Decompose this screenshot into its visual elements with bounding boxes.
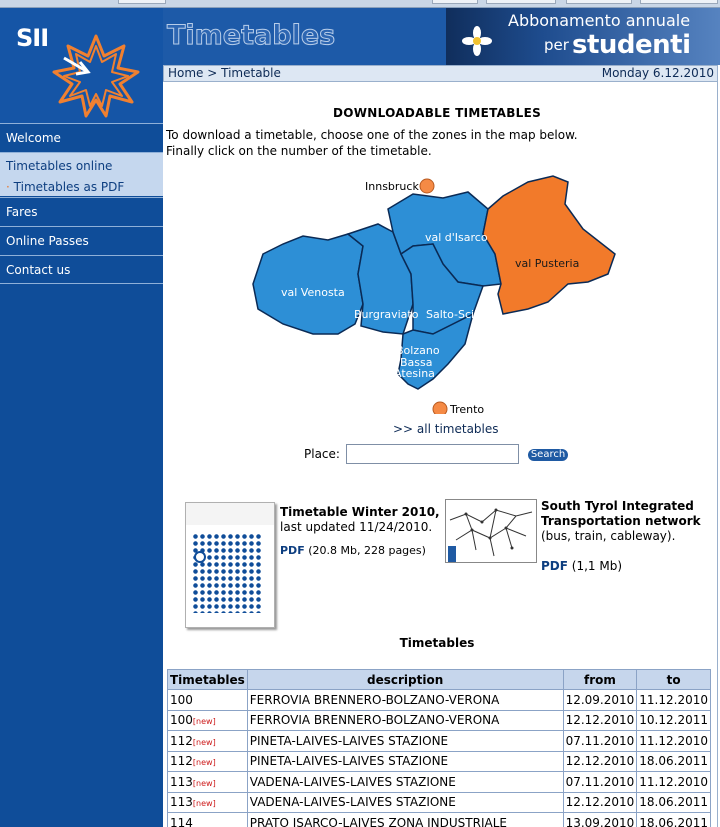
zone-val-venosta[interactable] bbox=[253, 234, 363, 334]
browser-top-strip bbox=[0, 0, 720, 8]
sidebar-item-label: Welcome bbox=[6, 131, 61, 145]
map-label-pusteria: val Pusteria bbox=[515, 257, 580, 270]
column-header: to bbox=[637, 670, 711, 690]
new-badge: [new] bbox=[192, 737, 216, 747]
logo[interactable] bbox=[0, 8, 163, 123]
timetable-number-cell[interactable] bbox=[168, 751, 248, 772]
promo-line-2: per bbox=[544, 36, 569, 54]
timetable-number-cell[interactable] bbox=[168, 792, 248, 813]
table-row[interactable] bbox=[168, 792, 711, 813]
downloads-title: DOWNLOADABLE TIMETABLES bbox=[332, 106, 542, 120]
cover-dot-pattern bbox=[192, 533, 262, 613]
to-date-cell: 18.06.2011 bbox=[637, 792, 711, 813]
zone-map bbox=[243, 174, 623, 414]
from-date-cell: 12.12.2010 bbox=[563, 710, 637, 731]
pdf-link-winter[interactable]: PDF bbox=[280, 544, 305, 557]
trento-marker[interactable] bbox=[433, 402, 447, 414]
bullet-icon: · bbox=[6, 180, 10, 194]
sidebar-subitem-timetables-pdf[interactable] bbox=[6, 180, 124, 194]
timetables-table bbox=[167, 669, 711, 827]
pub-title-2: Transportation network bbox=[541, 514, 701, 528]
to-date-cell: 11.12.2010 bbox=[637, 772, 711, 793]
search-button[interactable]: Search bbox=[528, 449, 568, 461]
new-badge: [new] bbox=[192, 799, 216, 809]
table-row[interactable] bbox=[168, 731, 711, 752]
zone-val-pusteria[interactable] bbox=[483, 176, 615, 314]
place-input[interactable] bbox=[346, 444, 519, 464]
table-row[interactable] bbox=[168, 813, 711, 827]
toolbar-tab bbox=[432, 0, 478, 4]
publication-network bbox=[541, 499, 701, 574]
table-row[interactable] bbox=[168, 751, 711, 772]
flower-icon bbox=[462, 26, 492, 56]
promo-line-3: studenti bbox=[572, 30, 691, 60]
timetable-number-link[interactable]: 113 bbox=[170, 774, 193, 789]
to-date-cell: 18.06.2011 bbox=[637, 813, 711, 827]
timetable-number-cell[interactable] bbox=[168, 772, 248, 793]
network-map-thumbnail[interactable] bbox=[445, 499, 537, 563]
page-title: Timetables bbox=[167, 20, 336, 51]
sidebar-item-label: Contact us bbox=[6, 263, 71, 277]
network-thumbnail-icon bbox=[446, 500, 537, 563]
column-header: description bbox=[247, 670, 563, 690]
description-cell: FERROVIA BRENNERO-BOLZANO-VERONA bbox=[247, 710, 563, 731]
map-label-bolzano: Bolzano bbox=[396, 344, 440, 357]
from-date-cell: 12.12.2010 bbox=[563, 792, 637, 813]
map-label-salto: Salto-Sciliar bbox=[426, 308, 492, 321]
timetable-number-cell[interactable] bbox=[168, 731, 248, 752]
toolbar-tab bbox=[640, 0, 718, 4]
sidebar-item-fares[interactable] bbox=[0, 197, 163, 226]
pub-updated: last updated 11/24/2010. bbox=[280, 520, 433, 534]
map-label-innsbruck: Innsbruck bbox=[365, 180, 419, 193]
right-border bbox=[717, 82, 718, 827]
pub-download-line bbox=[280, 543, 440, 558]
sidebar-item-timetables-online[interactable] bbox=[0, 152, 163, 196]
from-date-cell: 13.09.2010 bbox=[563, 813, 637, 827]
from-date-cell: 12.12.2010 bbox=[563, 751, 637, 772]
timetable-number-cell[interactable] bbox=[168, 813, 248, 827]
pub-file-info: (20.8 Mb, 228 pages) bbox=[308, 544, 426, 557]
map-label-atesina: Atesina bbox=[394, 367, 435, 380]
timetable-number-link[interactable]: 112 bbox=[170, 733, 193, 748]
map-label-bassa: Bassa bbox=[400, 356, 433, 369]
toolbar-tab bbox=[486, 0, 556, 4]
table-header-row bbox=[168, 670, 711, 690]
sidebar-item-welcome[interactable] bbox=[0, 123, 163, 152]
breadcrumb-path[interactable]: Home > Timetable bbox=[168, 66, 281, 80]
pub-desc: (bus, train, cableway). bbox=[541, 529, 676, 543]
to-date-cell: 18.06.2011 bbox=[637, 751, 711, 772]
sidebar-item-label: Fares bbox=[6, 205, 38, 219]
sidebar-item-label: Timetables online bbox=[6, 159, 113, 173]
pdf-link-network[interactable]: PDF bbox=[541, 559, 568, 573]
description-cell: VADENA-LAIVES-LAIVES STAZIONE bbox=[247, 792, 563, 813]
column-header: from bbox=[563, 670, 637, 690]
timetable-number-link[interactable]: 100 bbox=[170, 713, 193, 728]
table-row[interactable] bbox=[168, 772, 711, 793]
toolbar-tab bbox=[118, 0, 166, 4]
timetables-body bbox=[168, 690, 711, 827]
timetable-number-link[interactable]: 114 bbox=[170, 815, 193, 827]
pub-title: South Tyrol Integrated bbox=[541, 499, 694, 513]
current-date: Monday 6.12.2010 bbox=[601, 66, 714, 80]
description-cell: PINETA-LAIVES-LAIVES STAZIONE bbox=[247, 731, 563, 752]
table-row[interactable] bbox=[168, 690, 711, 711]
toolbar-tab bbox=[566, 0, 632, 4]
pub-file-info: (1,1 Mb) bbox=[571, 559, 623, 573]
description-cell: PRATO ISARCO-LAIVES ZONA INDUSTRIALE bbox=[247, 813, 563, 827]
description-cell: PINETA-LAIVES-LAIVES STAZIONE bbox=[247, 751, 563, 772]
column-header: Timetables bbox=[168, 670, 248, 690]
cover-sun-icon bbox=[194, 551, 206, 563]
breadcrumb bbox=[163, 65, 718, 82]
timetable-number-cell[interactable] bbox=[168, 710, 248, 731]
sidebar-item-online-passes[interactable] bbox=[0, 226, 163, 255]
new-badge: [new] bbox=[192, 758, 216, 768]
all-timetables-link[interactable]: >> all timetables bbox=[393, 422, 499, 436]
main-content bbox=[163, 82, 720, 827]
promo-banner[interactable] bbox=[446, 8, 720, 65]
to-date-cell: 11.12.2010 bbox=[637, 731, 711, 752]
map-label-venosta: val Venosta bbox=[281, 286, 345, 299]
map-label-isarco: val d'Isarco bbox=[425, 231, 488, 244]
publication-winter-2010 bbox=[280, 505, 440, 558]
to-date-cell: 11.12.2010 bbox=[637, 690, 711, 711]
downloads-instructions bbox=[166, 127, 578, 159]
cover-header bbox=[186, 503, 275, 525]
place-label: Place: bbox=[304, 447, 340, 461]
timetable-book-cover[interactable] bbox=[185, 502, 275, 628]
timetable-number-link[interactable]: 100 bbox=[170, 692, 193, 707]
from-date-cell: 07.11.2010 bbox=[563, 731, 637, 752]
left-sidebar bbox=[0, 8, 163, 827]
promo-line-1: Abbonamento annuale bbox=[508, 11, 691, 30]
from-date-cell: 07.11.2010 bbox=[563, 772, 637, 793]
table-row[interactable] bbox=[168, 710, 711, 731]
sun-logo-icon bbox=[40, 22, 150, 122]
map-label-trento: Trento bbox=[450, 403, 485, 414]
new-badge: [new] bbox=[192, 778, 216, 788]
from-date-cell: 12.09.2010 bbox=[563, 690, 637, 711]
pub-download-line bbox=[541, 559, 701, 574]
sidebar-item-label: Online Passes bbox=[6, 234, 89, 248]
description-cell: FERROVIA BRENNERO-BOLZANO-VERONA bbox=[247, 690, 563, 711]
innsbruck-marker[interactable] bbox=[420, 179, 434, 193]
timetable-number-link[interactable]: 113 bbox=[170, 795, 193, 810]
timetable-number-cell[interactable] bbox=[168, 690, 248, 711]
logo-text: SII bbox=[16, 24, 49, 52]
new-badge: [new] bbox=[192, 717, 216, 727]
description-cell: VADENA-LAIVES-LAIVES STAZIONE bbox=[247, 772, 563, 793]
sidebar-subitem-label: Timetables as PDF bbox=[13, 180, 125, 194]
to-date-cell: 10.12.2011 bbox=[637, 710, 711, 731]
instruction-line: Finally click on the number of the timetable. bbox=[166, 144, 432, 158]
instruction-line: To download a timetable, choose one of the zones in the map below. bbox=[166, 128, 578, 142]
timetable-number-link[interactable]: 112 bbox=[170, 754, 193, 769]
pub-title: Timetable Winter 2010, bbox=[280, 505, 440, 519]
map-label-burgraviato: Burgraviato bbox=[354, 308, 419, 321]
header-banner bbox=[163, 8, 720, 65]
sidebar-item-contact[interactable] bbox=[0, 255, 163, 284]
timetables-heading: Timetables bbox=[399, 636, 475, 650]
